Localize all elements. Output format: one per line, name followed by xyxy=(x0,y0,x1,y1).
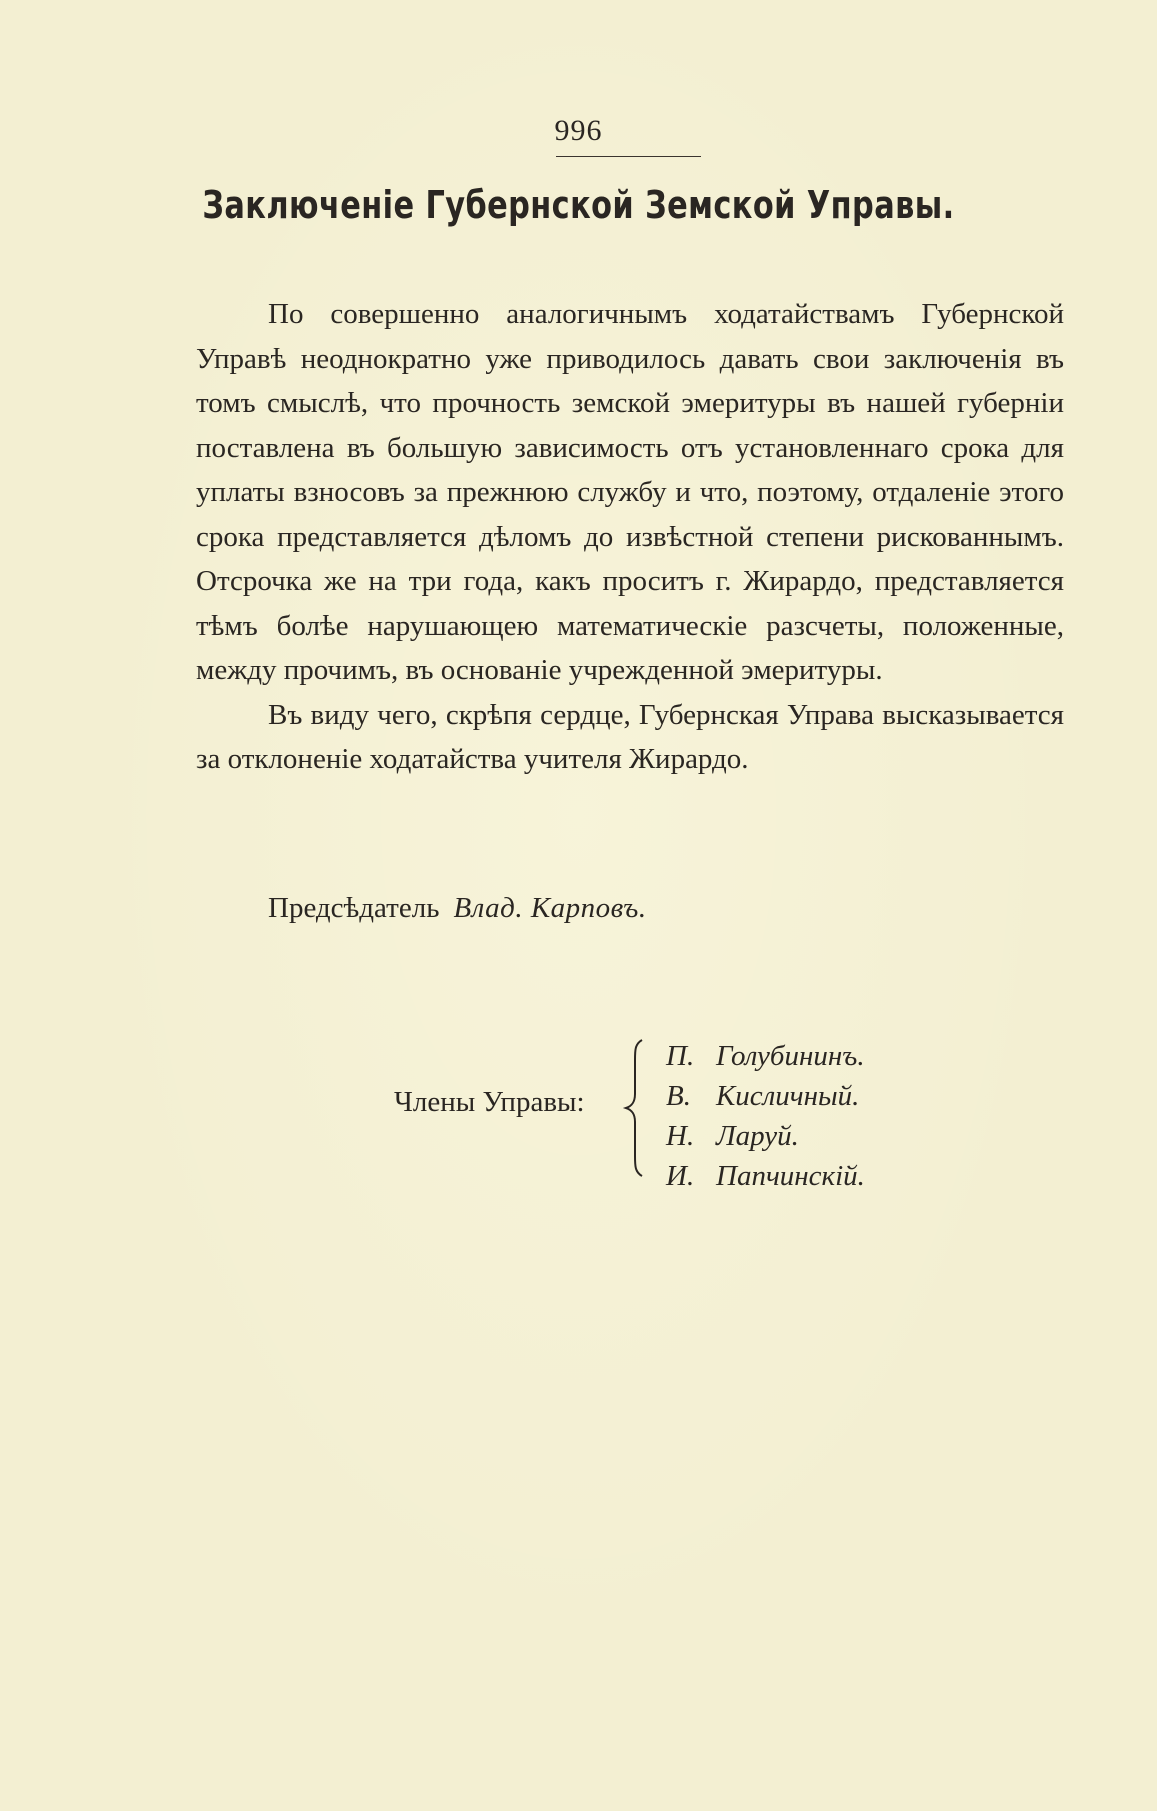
section-heading: Заключенiе Губернской Земской Управы. xyxy=(202,183,955,227)
members-label: Члены Управы: xyxy=(394,1086,585,1118)
member-row xyxy=(666,1116,865,1156)
paragraph-1: По совершенно аналогичнымъ ходатайствамъ Губернской Управѣ неоднократно уже приводилось давать свои заключенiя въ томъ смыслѣ, что прочность земской эмеритуры въ нашей губернiи поставлена въ большую зависимость отъ установленнаго срока для уплаты взносовъ за прежнюю службу и что, поэтому, отдаленiе этого срока представляется дѣломъ до извѣстной степени рискованнымъ. Отсрочка же на три года, какъ проситъ г. Жирардо, представляется тѣмъ болѣе нарушающею математическiе разсчеты, положенные, между прочимъ, въ основанiе учрежденной эмеритуры. xyxy=(196,298,1064,686)
chairman-title: Предсѣдатель xyxy=(268,892,440,924)
curly-brace-icon xyxy=(622,1038,652,1178)
member-surname: Голубининъ. xyxy=(716,1040,865,1072)
member-row xyxy=(666,1156,865,1196)
chairman-signature-line xyxy=(268,892,647,925)
member-surname: Кисличный. xyxy=(716,1080,860,1112)
member-surname: Ларуй. xyxy=(716,1120,799,1152)
members-list xyxy=(666,1036,865,1196)
member-initial: П. xyxy=(666,1040,695,1072)
body-text xyxy=(196,292,1064,782)
member-initial: Н. xyxy=(666,1120,695,1152)
page-number-rule xyxy=(556,156,701,157)
member-initial: И. xyxy=(666,1160,695,1192)
member-surname: Папчинскiй. xyxy=(716,1160,865,1192)
paragraph-2: Въ виду чего, скрѣпя сердце, Губернская Управа высказывается за отклоненiе ходатайства учителя Жирардо. xyxy=(196,698,1064,775)
member-row xyxy=(666,1076,865,1116)
page-number: 996 xyxy=(554,114,603,147)
member-row xyxy=(666,1036,865,1076)
chairman-signature: Влад. Карповъ. xyxy=(453,892,647,924)
member-initial: В. xyxy=(666,1080,691,1112)
